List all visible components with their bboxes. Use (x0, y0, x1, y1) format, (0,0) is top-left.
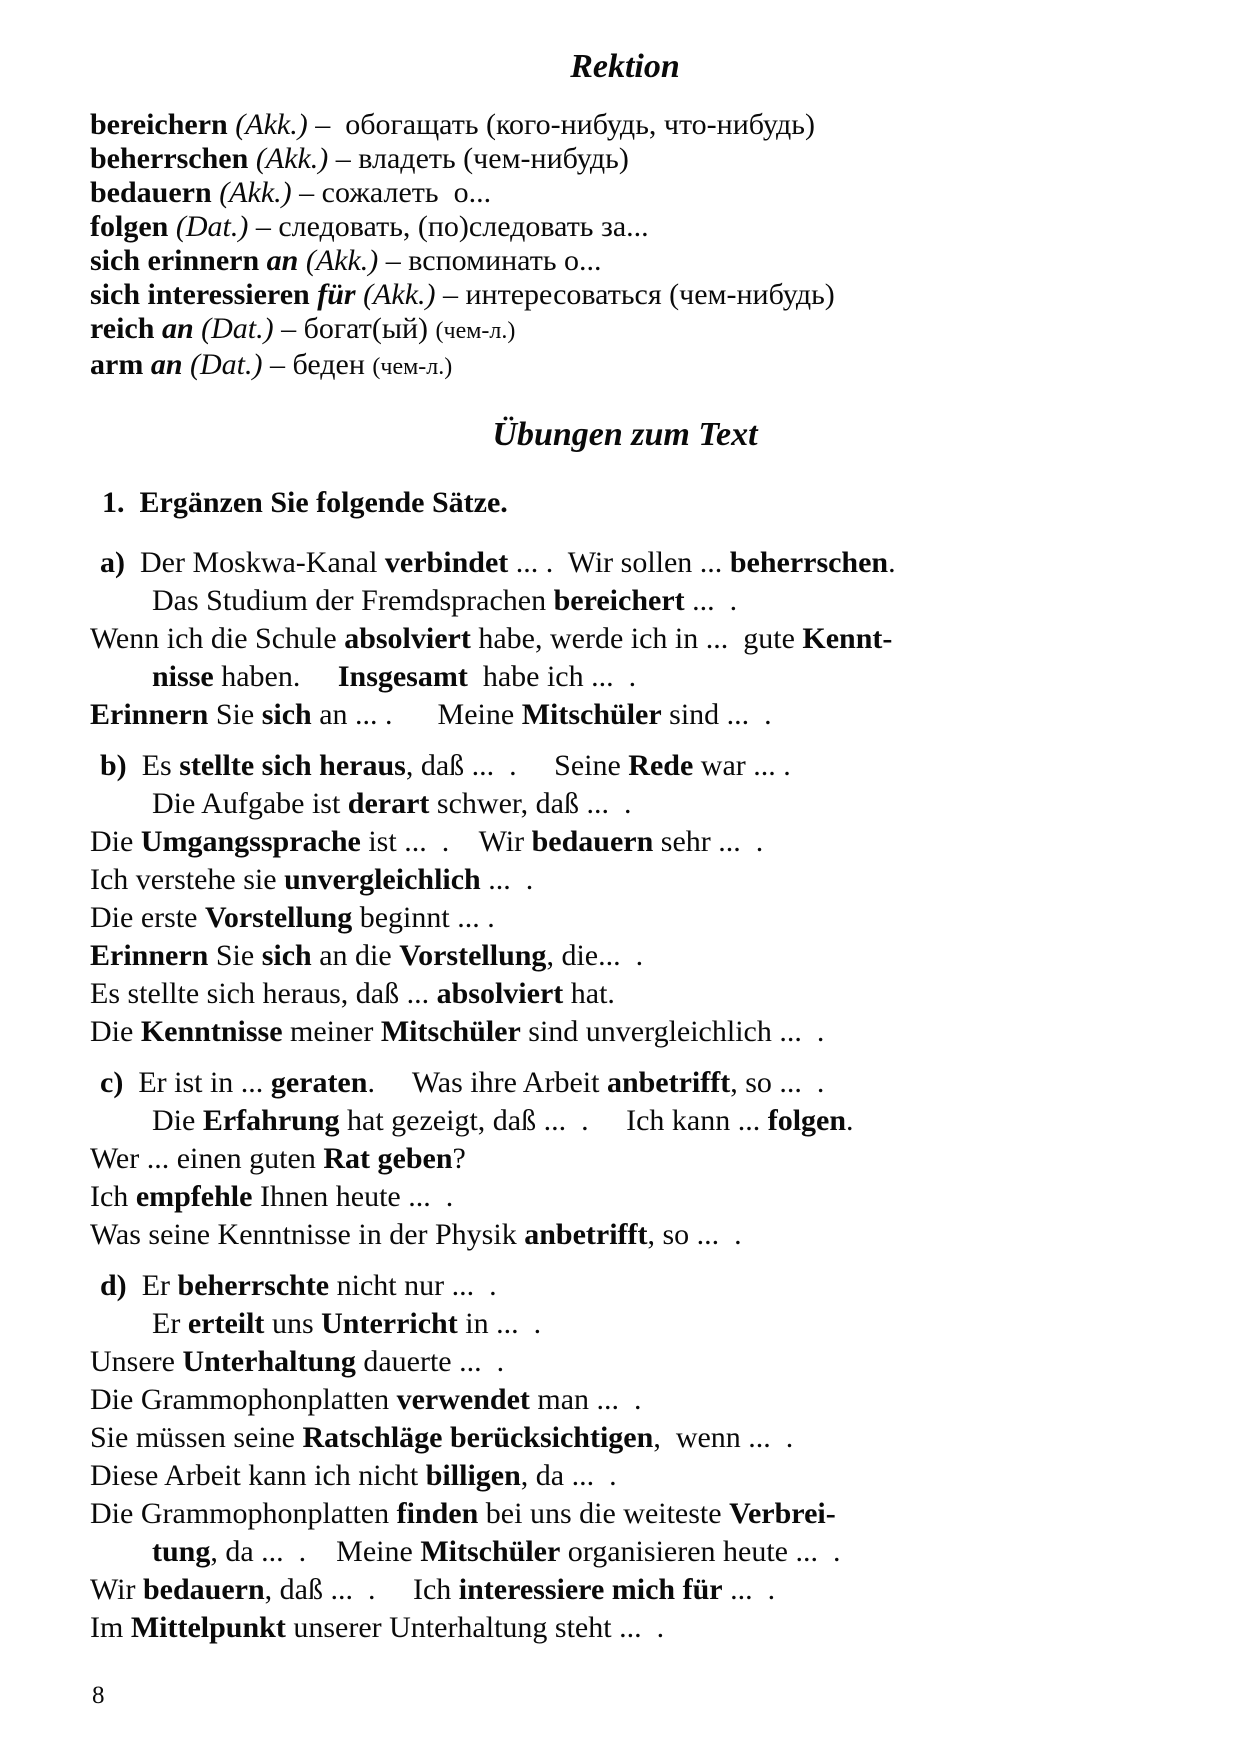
text-segment: absolviert (344, 622, 471, 655)
text-segment: Vorstellung (399, 939, 547, 972)
rektion-entry (90, 176, 1160, 210)
text-segment: bei uns die weiteste (478, 1497, 730, 1530)
text-segment: . Was ihre Arbeit (367, 1066, 607, 1099)
text-segment: – сожалеть о... (291, 176, 492, 209)
text-segment: (Akk.) (363, 278, 436, 311)
text-segment: arm (90, 348, 151, 381)
text-segment: , da ... . (520, 1459, 617, 1492)
text-segment: – интересоваться (чем-нибудь) (435, 278, 835, 311)
text-segment: (Akk.) (235, 108, 308, 141)
text-segment: – обогащать (кого-нибудь, что-нибудь) (307, 108, 815, 141)
text-segment: Das Studium der Fremdsprachen (152, 584, 554, 617)
text-segment: Er ist in ... (123, 1066, 271, 1099)
text-segment: Sie (208, 698, 262, 731)
text-segment: , die... . (546, 939, 644, 972)
text-segment: (Akk.) (219, 176, 292, 209)
text-segment: anbetrifft (524, 1218, 648, 1251)
text-segment: (чем-л.) (435, 318, 516, 344)
text-segment: Mitschüler (521, 698, 662, 731)
text-segment: beherrschen (729, 546, 889, 579)
exercise-line (90, 937, 1160, 975)
text-segment: Mitschüler (420, 1535, 561, 1568)
text-segment: Die erste (90, 901, 205, 934)
exercise-line (90, 1140, 1160, 1178)
text-segment: (Dat.) (175, 210, 249, 243)
text-segment: Der Moskwa-Kanal (125, 546, 385, 579)
text-segment: b) (100, 749, 127, 782)
text-segment: Unterhaltung (182, 1345, 356, 1378)
text-segment: finden (396, 1497, 479, 1530)
text-segment: an ... . Meine (311, 698, 522, 731)
text-segment: organisieren heute ... . (560, 1535, 841, 1568)
text-segment: c) (100, 1066, 124, 1099)
text-segment: Wenn ich die Schule (90, 622, 345, 655)
text-segment: (Dat.) (201, 312, 274, 345)
text-segment: geraten (270, 1066, 368, 1099)
exercise-line (90, 747, 1160, 785)
exercise-line (90, 1216, 1160, 1254)
text-segment: an (150, 348, 190, 381)
rektion-entry (90, 244, 1160, 278)
text-segment: verbindet (384, 546, 509, 579)
text-segment: bedauern (142, 1573, 265, 1606)
text-segment: (Dat.) (190, 348, 263, 381)
text-segment: , da ... . Meine (210, 1535, 421, 1568)
text-segment: verwendet (396, 1383, 530, 1416)
exercise-block (90, 544, 1160, 734)
page-number: 8 (92, 1682, 105, 1709)
text-segment: empfehle (135, 1180, 253, 1213)
text-segment: erteilt (187, 1307, 265, 1340)
text-segment: Die (90, 1015, 141, 1048)
text-segment: Unterricht (321, 1307, 458, 1340)
text-segment: reich (90, 312, 162, 345)
text-segment: folgen (767, 1104, 847, 1137)
text-segment: Wer ... einen guten (90, 1142, 324, 1175)
text-segment: sehr ... . (653, 825, 764, 858)
exercise-line (90, 1571, 1160, 1609)
text-segment: Die Grammophonplatten (90, 1383, 397, 1416)
text-segment: haben. (213, 660, 338, 693)
text-segment: Die Aufgabe ist (152, 787, 348, 820)
text-segment: Mitschüler (380, 1015, 521, 1048)
exercise-line (90, 1609, 1160, 1647)
text-segment: (Akk.) (305, 244, 379, 277)
exercise-line (90, 582, 1160, 620)
text-segment: man ... . (529, 1383, 642, 1416)
text-segment: an (266, 244, 306, 277)
exercise-line (90, 544, 1160, 582)
text-segment: Er (126, 1269, 178, 1302)
exercise-line (90, 1064, 1160, 1102)
exercise-line (90, 1267, 1160, 1305)
text-segment: bedauern (90, 176, 220, 209)
text-segment: Was seine Kenntnisse in der Physik (90, 1218, 525, 1251)
text-segment: Erinnern (90, 698, 209, 731)
text-segment: – владеть (чем-нибудь) (328, 142, 629, 175)
exercise-line (90, 1495, 1160, 1533)
text-segment: stellte sich heraus (179, 749, 406, 782)
exercise-block (90, 747, 1160, 1051)
text-segment: (Akk.) (255, 142, 329, 175)
exercise-block (90, 1064, 1160, 1254)
rektion-entry (90, 210, 1160, 244)
text-segment: ? (452, 1142, 466, 1175)
text-segment: interessiere mich für (458, 1573, 723, 1606)
exercise-line (90, 785, 1160, 823)
exercise-line (90, 696, 1160, 734)
rektion-entry (90, 348, 1160, 384)
text-segment: Ich (90, 1180, 136, 1213)
exercise-line (90, 1533, 1160, 1571)
text-segment: habe ich ... . (467, 660, 637, 693)
text-segment: derart (347, 787, 430, 820)
text-segment: Im (90, 1611, 131, 1644)
exercise-line (90, 1305, 1160, 1343)
text-segment: Unsere (90, 1345, 183, 1378)
text-segment: sind unvergleichlich ... . (520, 1015, 825, 1048)
text-segment: Erinnern (90, 939, 209, 972)
text-segment: Erfahrung (202, 1104, 340, 1137)
text-segment: hat gezeigt, daß ... . Ich kann ... (339, 1104, 768, 1137)
text-segment: nisse (152, 660, 214, 693)
text-segment: . (846, 1104, 854, 1137)
rektion-entry (90, 278, 1160, 312)
text-segment: , so ... . (647, 1218, 742, 1251)
text-segment: – следовать, (по)следовать за... (248, 210, 649, 243)
text-segment: Die (90, 825, 141, 858)
text-segment: ... . Wir sollen ... (508, 546, 730, 579)
exercise-line (90, 1343, 1160, 1381)
text-segment: absolviert (436, 977, 564, 1010)
exercise-line (90, 861, 1160, 899)
text-segment: war ... . (693, 749, 791, 782)
exercise-line (90, 1178, 1160, 1216)
text-segment: ist ... . Wir (360, 825, 532, 858)
text-segment: sich interessieren (90, 278, 318, 311)
text-segment: – беден (262, 348, 373, 381)
text-segment: Rat geben (323, 1142, 453, 1175)
text-segment: ... . (684, 584, 738, 617)
text-segment: Kenntnisse (140, 1015, 283, 1048)
text-segment: a) (100, 546, 125, 579)
text-segment: Es (126, 749, 180, 782)
text-segment: Wir (90, 1573, 143, 1606)
exercise-line (90, 975, 1160, 1013)
uebungen-title: Übungen zum Text (492, 416, 758, 453)
exercise-line (90, 658, 1160, 696)
rektion-entry (90, 312, 1160, 348)
text-segment: , daß ... . Seine (405, 749, 629, 782)
text-segment: Mittelpunkt (130, 1611, 286, 1644)
exercise-line (90, 620, 1160, 658)
text-segment: nicht nur ... . (329, 1269, 497, 1302)
text-segment: Sie (208, 939, 262, 972)
text-segment: an (161, 312, 202, 345)
text-segment: billigen (425, 1459, 521, 1492)
text-segment: für (317, 278, 364, 311)
text-segment: beherrschte (177, 1269, 330, 1302)
text-segment: Vorstellung (204, 901, 353, 934)
text-segment: schwer, daß ... . (429, 787, 632, 820)
text-segment: meiner (282, 1015, 381, 1048)
exercise-blocks (90, 544, 1160, 1647)
text-segment: unvergleichlich (284, 863, 481, 896)
exercise-line (90, 823, 1160, 861)
text-segment: Die Grammophonplatten (90, 1497, 397, 1530)
text-segment: Er (152, 1307, 188, 1340)
text-segment: Die (152, 1104, 203, 1137)
text-segment: Kennt- (802, 622, 893, 655)
exercise-line (90, 1013, 1160, 1051)
text-segment: anbetrifft (606, 1066, 731, 1099)
text-segment: Ich verstehe sie (90, 863, 285, 896)
exercise-heading (90, 484, 1160, 522)
text-segment: . (888, 546, 896, 579)
text-segment: Diese Arbeit kann ich nicht (90, 1459, 426, 1492)
text-segment: bereichern (90, 108, 236, 141)
text-segment: tung (152, 1535, 211, 1568)
rektion-entry (90, 108, 1160, 142)
text-segment: Umgangssprache (140, 825, 361, 858)
rektion-list (90, 108, 1160, 384)
text-segment: sich erinnern (90, 244, 267, 277)
text-segment: Es stellte sich heraus, daß ... (90, 977, 437, 1010)
text-segment: folgen (90, 210, 176, 243)
text-segment: – богат(ый) (273, 312, 436, 345)
text-segment: an die (311, 939, 400, 972)
rektion-entry (90, 142, 1160, 176)
text-segment: 1. Ergänzen Sie folgende Sätze. (102, 486, 508, 519)
text-segment: sich (261, 698, 312, 731)
exercise-line (90, 1102, 1160, 1140)
exercise-line (90, 1419, 1160, 1457)
text-segment: sind ... . (661, 698, 772, 731)
exercise-line (90, 1381, 1160, 1419)
exercise-line (90, 899, 1160, 937)
rektion-title: Rektion (570, 48, 680, 85)
text-segment: bereichert (553, 584, 685, 617)
text-segment: Ihnen heute ... . (252, 1180, 454, 1213)
text-segment: ... . (722, 1573, 776, 1606)
text-segment: d) (100, 1269, 127, 1302)
text-segment: bedauern (531, 825, 654, 858)
exercise-block (90, 1267, 1160, 1647)
text-segment: Insgesamt (337, 660, 468, 693)
text-segment: , wenn ... . (653, 1421, 794, 1454)
text-segment: unserer Unterhaltung steht ... . (285, 1611, 665, 1644)
text-segment: (чем-л.) (372, 354, 453, 380)
text-segment: habe, werde ich in ... gute (470, 622, 803, 655)
exercise-line (90, 1457, 1160, 1495)
text-segment: , daß ... . Ich (264, 1573, 459, 1606)
text-segment: Verbrei- (729, 1497, 836, 1530)
text-segment: Ratschläge berücksichtigen (302, 1421, 654, 1454)
text-segment: dauerte ... . (355, 1345, 505, 1378)
text-segment: sich (261, 939, 312, 972)
text-segment: beherrschen (90, 142, 256, 175)
text-segment: – вспоминать о... (378, 244, 602, 277)
text-segment: beginnt ... . (352, 901, 495, 934)
text-segment: hat. (563, 977, 615, 1010)
text-segment: ... . (480, 863, 534, 896)
text-segment: Sie müssen seine (90, 1421, 303, 1454)
text-segment: , so ... . (730, 1066, 825, 1099)
text-segment: Rede (628, 749, 694, 782)
text-segment: in ... . (457, 1307, 542, 1340)
text-segment: uns (264, 1307, 322, 1340)
